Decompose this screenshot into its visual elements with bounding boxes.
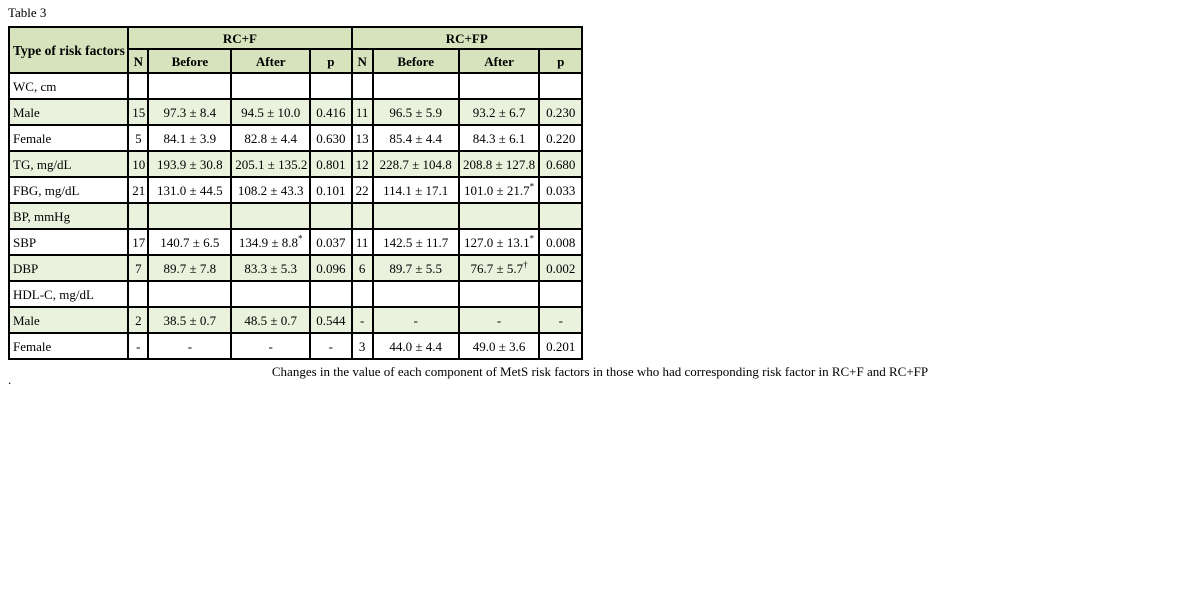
subheader-after-rcf: After (231, 49, 310, 73)
value-cell (539, 73, 582, 99)
risk-table-body (9, 73, 582, 359)
value-cell: 0.096 (310, 255, 351, 281)
row-label-cell: SBP (9, 229, 128, 255)
table-row (9, 99, 582, 125)
table-row (9, 307, 582, 333)
value-cell: 140.7 ± 6.5 (148, 229, 231, 255)
value-cell: 94.5 ± 10.0 (231, 99, 310, 125)
table-row (9, 151, 582, 177)
value-cell: 84.1 ± 3.9 (148, 125, 231, 151)
row-label-cell: Male (9, 307, 128, 333)
value-cell: 0.037 (310, 229, 351, 255)
value-cell (310, 203, 351, 229)
value-cell (148, 281, 231, 307)
row-label-cell: DBP (9, 255, 128, 281)
subheader-before-rcf: Before (148, 49, 231, 73)
subheader-p-rcf: p (310, 49, 351, 73)
table-row (9, 281, 582, 307)
group-header-rcf: RC+F (128, 27, 351, 49)
value-cell: 0.801 (310, 151, 351, 177)
value-cell: - (539, 307, 582, 333)
value-cell (310, 281, 351, 307)
risk-factors-table (8, 26, 583, 360)
value-cell: - (373, 307, 459, 333)
value-cell: 3 (352, 333, 373, 359)
significance-marker: * (298, 233, 303, 244)
value-cell: 12 (352, 151, 373, 177)
value-cell: 49.0 ± 3.6 (459, 333, 540, 359)
table-header (9, 27, 582, 73)
value-cell: - (459, 307, 540, 333)
value-cell: 131.0 ± 44.5 (148, 177, 231, 203)
significance-marker: * (529, 181, 535, 192)
row-label-cell: Female (9, 333, 128, 359)
value-cell: 89.7 ± 7.8 (148, 255, 231, 281)
value-cell: 38.5 ± 0.7 (148, 307, 231, 333)
value-cell: - (231, 333, 310, 359)
subheader-n-rcf: N (128, 49, 148, 73)
value-cell: 114.1 ± 17.1 (373, 177, 459, 203)
value-cell: 44.0 ± 4.4 (373, 333, 459, 359)
value-cell (459, 281, 540, 307)
subheader-after-rcfp: After (459, 49, 540, 73)
subheader-n-rcfp: N (352, 49, 373, 73)
value-cell (539, 203, 582, 229)
value-cell: - (352, 307, 373, 333)
value-cell: 17 (128, 229, 148, 255)
value-cell: 127.0 ± 13.1* (459, 229, 540, 255)
table-caption: Changes in the value of each component of MetS risk factors in those who had corresponding risk factor in RC+F and RC+FP (271, 364, 929, 379)
value-cell: 10 (128, 151, 148, 177)
row-label-cell: Female (9, 125, 128, 151)
value-cell (373, 203, 459, 229)
value-cell: 142.5 ± 11.7 (373, 229, 459, 255)
table-row (9, 255, 582, 281)
value-cell: 0.230 (539, 99, 582, 125)
value-cell (148, 73, 231, 99)
value-cell (539, 281, 582, 307)
value-cell: 21 (128, 177, 148, 203)
value-cell: 82.8 ± 4.4 (231, 125, 310, 151)
value-cell: 193.9 ± 30.8 (148, 151, 231, 177)
value-cell (373, 73, 459, 99)
value-cell: 0.416 (310, 99, 351, 125)
value-cell: 0.630 (310, 125, 351, 151)
value-cell: 134.9 ± 8.8* (231, 229, 310, 255)
subheader-before-rcfp: Before (373, 49, 459, 73)
value-cell: 0.201 (539, 333, 582, 359)
row-label-cell: BP, mmHg (9, 203, 128, 229)
table-title: Table 3 (8, 5, 47, 20)
value-cell: 6 (352, 255, 373, 281)
value-cell: 76.7 ± 5.7† (459, 255, 540, 281)
value-cell: 208.8 ± 127.8 (459, 151, 540, 177)
value-cell (459, 73, 540, 99)
table-row (9, 203, 582, 229)
value-cell (310, 73, 351, 99)
value-cell: 22 (352, 177, 373, 203)
value-cell (352, 203, 373, 229)
row-label-cell: WC, cm (9, 73, 128, 99)
value-cell (352, 73, 373, 99)
value-cell: 89.7 ± 5.5 (373, 255, 459, 281)
value-cell: 108.2 ± 43.3 (231, 177, 310, 203)
value-cell: 0.544 (310, 307, 351, 333)
value-cell: 0.002 (539, 255, 582, 281)
corner-header-cell: Type of risk factors (9, 27, 128, 73)
value-cell (148, 203, 231, 229)
row-label-cell: Male (9, 99, 128, 125)
significance-marker: † (523, 259, 528, 270)
value-cell (373, 281, 459, 307)
value-cell: 0.033 (539, 177, 582, 203)
value-cell: 83.3 ± 5.3 (231, 255, 310, 281)
value-cell (231, 203, 310, 229)
stray-period: . (8, 372, 12, 387)
value-cell: 205.1 ± 135.2 (231, 151, 310, 177)
value-cell: 0.220 (539, 125, 582, 151)
value-cell: 11 (352, 99, 373, 125)
row-label-cell: TG, mg/dL (9, 151, 128, 177)
table-row (9, 229, 582, 255)
value-cell: 101.0 ± 21.7* (459, 177, 540, 203)
header-group-row (9, 27, 582, 49)
value-cell: 228.7 ± 104.8 (373, 151, 459, 177)
value-cell: 0.680 (539, 151, 582, 177)
value-cell (128, 281, 148, 307)
value-cell: 2 (128, 307, 148, 333)
value-cell: - (310, 333, 351, 359)
table-row (9, 333, 582, 359)
value-cell: 15 (128, 99, 148, 125)
value-cell: 48.5 ± 0.7 (231, 307, 310, 333)
table-row (9, 125, 582, 151)
value-cell: 5 (128, 125, 148, 151)
value-cell: 0.101 (310, 177, 351, 203)
value-cell (231, 281, 310, 307)
subheader-p-rcfp: p (539, 49, 582, 73)
value-cell (128, 73, 148, 99)
table-row (9, 73, 582, 99)
value-cell: 13 (352, 125, 373, 151)
group-header-rcfp: RC+FP (352, 27, 582, 49)
value-cell: - (148, 333, 231, 359)
value-cell (352, 281, 373, 307)
value-cell (459, 203, 540, 229)
table-row (9, 177, 582, 203)
value-cell: 84.3 ± 6.1 (459, 125, 540, 151)
row-label-cell: FBG, mg/dL (9, 177, 128, 203)
value-cell: 11 (352, 229, 373, 255)
value-cell: 97.3 ± 8.4 (148, 99, 231, 125)
significance-marker: * (529, 233, 535, 244)
value-cell: - (128, 333, 148, 359)
value-cell: 93.2 ± 6.7 (459, 99, 540, 125)
value-cell: 85.4 ± 4.4 (373, 125, 459, 151)
row-label-cell: HDL-C, mg/dL (9, 281, 128, 307)
value-cell: 0.008 (539, 229, 582, 255)
value-cell (231, 73, 310, 99)
value-cell: 7 (128, 255, 148, 281)
value-cell: 96.5 ± 5.9 (373, 99, 459, 125)
value-cell (128, 203, 148, 229)
